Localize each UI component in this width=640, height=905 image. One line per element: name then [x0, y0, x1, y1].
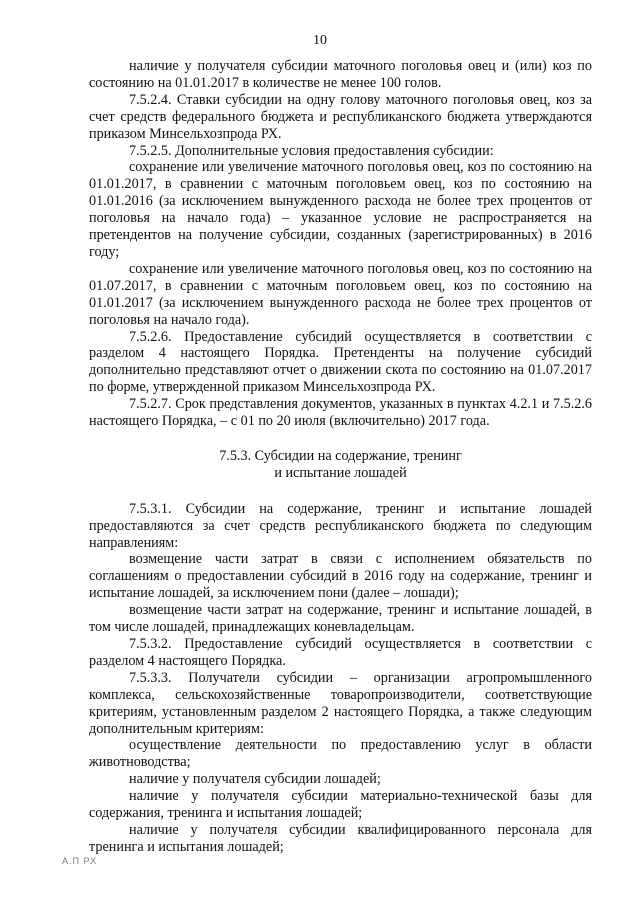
- paragraph: 7.5.3.2. Предоставление субсидий осуществляется в соответствии с разделом 4 настоящего Порядка.: [89, 636, 592, 669]
- section-heading-line: 7.5.3. Субсидии на содержание, тренинг: [219, 447, 462, 464]
- paragraph: осуществление деятельности по предоставлению услуг в области животноводства;: [89, 737, 592, 771]
- paragraph: наличие у получателя субсидии квалифицированного персонала для тренинга и испытания лошадей;: [89, 821, 592, 855]
- paragraph: 7.5.3.1. Субсидии на содержание, тренинг и испытание лошадей предоставляются за счет средств республиканского бюджета по следующим направлениям:: [89, 500, 592, 551]
- paragraph: сохранение или увеличение маточного поголовья овец, коз по состоянию на 01.01.2017, в сравнении с маточным поголовьем овец, коз по состоянию на 01.01.2016 (за исключением вынужденного расхода не более трех процентов от поголовья на начало года) – указанное условие не распространяется на претендентов на получение субсидии, созданных (зарегистрированных) в 2016 году;: [89, 159, 592, 260]
- paragraph: наличие у получателя субсидии материально-технической базы для содержания, тренинга и испытания лошадей;: [89, 788, 592, 822]
- paragraph: возмещение части затрат в связи с исполнением обязательств по соглашениям о предоставлении субсидий в 2016 году на содержание, тренинг и испытание лошадей, за исключением пони (далее – лошади);: [89, 551, 592, 602]
- paragraph: возмещение части затрат на содержание, тренинг и испытание лошадей, в том числе лошадей, принадлежащих коневладельцам.: [89, 602, 592, 636]
- paragraph: 7.5.2.4. Ставки субсидии на одну голову маточного поголовья овец, коз за счет средств федерального бюджета и республиканского бюджета утверждаются приказом Минсельхозпрода РХ.: [89, 91, 592, 142]
- document-body: [89, 58, 592, 856]
- paragraph: 7.5.2.5. Дополнительные условия предоставления субсидии:: [129, 142, 494, 159]
- paragraph: наличие у получателя субсидии лошадей;: [129, 771, 381, 788]
- page-number: 10: [313, 33, 327, 48]
- paragraph: сохранение или увеличение маточного поголовья овец, коз по состоянию на 01.07.2017, в сравнении с маточным поголовьем овец, коз по состоянию на 01.01.2017 (за исключением вынужденного расхода не более трех процентов от поголовья на начало года).: [89, 260, 592, 328]
- footer-mark: А.П РХ: [62, 856, 98, 866]
- paragraph: 7.5.2.6. Предоставление субсидий осуществляется в соответствии с разделом 4 настоящего Порядка. Претенденты на получение субсидий дополнительно представляют отчет о движении скота по состоянию на 01.07.2017 по форме, утвержденной приказом Минсельхозпрода РХ.: [89, 328, 592, 396]
- paragraph: 7.5.2.7. Срок представления документов, указанных в пунктах 4.2.1 и 7.5.2.6 настоящего Порядка, – с 01 по 20 июля (включительно) 2017 года.: [89, 396, 592, 430]
- section-heading-line: и испытание лошадей: [274, 464, 407, 481]
- paragraph: наличие у получателя субсидии маточного поголовья овец и (или) коз по состоянию на 01.01.2017 в количестве не менее 100 голов.: [89, 58, 592, 91]
- section-heading: [89, 448, 592, 482]
- paragraph: 7.5.3.3. Получатели субсидии – организации агропромышленного комплекса, сельскохозяйственные товаропроизводители, соответствующие критериям, установленным разделом 2 настоящего Порядка, а также следующим дополнительным критериям:: [89, 669, 592, 737]
